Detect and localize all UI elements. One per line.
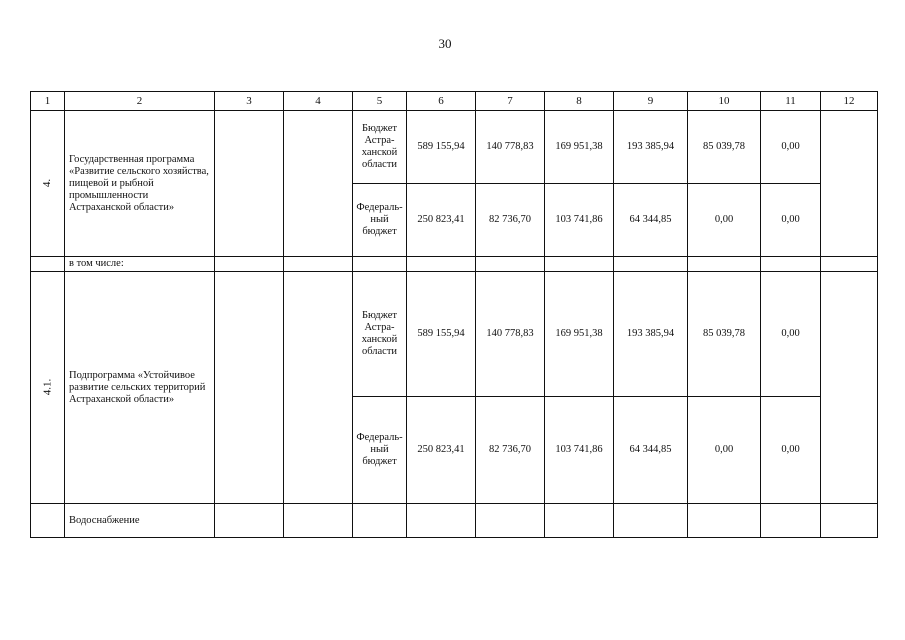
header-cell: 12 <box>821 92 878 111</box>
value-cell: 0,00 <box>688 397 761 504</box>
header-cell: 9 <box>614 92 688 111</box>
value-cell: 250 823,41 <box>407 184 476 257</box>
row-number: 4. <box>41 178 54 188</box>
empty-cell <box>688 257 761 272</box>
value-cell: 103 741,86 <box>545 184 614 257</box>
empty-cell <box>476 504 545 538</box>
header-cell: 10 <box>688 92 761 111</box>
row-number: 4.1. <box>41 378 54 396</box>
header-cell: 7 <box>476 92 545 111</box>
header-cell: 1 <box>31 92 65 111</box>
empty-cell <box>284 257 353 272</box>
value-cell: 193 385,94 <box>614 272 688 397</box>
program-name: Государственная программа «Развитие сельского хозяйства, пищевой и рыбной промышленности Астраханской области» <box>65 111 215 257</box>
value-cell: 169 951,38 <box>545 111 614 184</box>
value-cell: 140 778,83 <box>476 111 545 184</box>
header-cell: 3 <box>215 92 284 111</box>
value-cell: 82 736,70 <box>476 397 545 504</box>
value-cell: 82 736,70 <box>476 184 545 257</box>
table-header-row <box>31 92 878 111</box>
value-cell: 64 344,85 <box>614 397 688 504</box>
header-cell: 8 <box>545 92 614 111</box>
including-label: в том числе: <box>65 257 215 272</box>
empty-cell <box>545 504 614 538</box>
value-cell: 140 778,83 <box>476 272 545 397</box>
water-supply-label: Водоснабжение <box>65 504 215 538</box>
table-row <box>31 504 878 538</box>
value-cell: 85 039,78 <box>688 272 761 397</box>
funding-source: Федеральный бюджет <box>353 184 407 257</box>
empty-cell <box>688 504 761 538</box>
funding-source: Бюджет Астраханской области <box>353 272 407 397</box>
empty-cell <box>284 272 353 504</box>
empty-cell <box>545 257 614 272</box>
value-cell: 103 741,86 <box>545 397 614 504</box>
header-cell: 6 <box>407 92 476 111</box>
empty-cell <box>284 504 353 538</box>
empty-cell <box>284 111 353 257</box>
value-cell: 0,00 <box>761 397 821 504</box>
row-number-cell <box>31 111 65 257</box>
empty-cell <box>31 257 65 272</box>
value-cell: 64 344,85 <box>614 184 688 257</box>
header-cell: 2 <box>65 92 215 111</box>
empty-cell <box>215 257 284 272</box>
header-cell: 5 <box>353 92 407 111</box>
value-cell: 0,00 <box>761 184 821 257</box>
empty-cell <box>821 504 878 538</box>
empty-cell <box>821 111 878 257</box>
value-cell: 193 385,94 <box>614 111 688 184</box>
empty-cell <box>476 257 545 272</box>
value-cell: 169 951,38 <box>545 272 614 397</box>
empty-cell <box>761 257 821 272</box>
funding-source: Бюджет Астраханской области <box>353 111 407 184</box>
value-cell: 589 155,94 <box>407 111 476 184</box>
header-cell: 4 <box>284 92 353 111</box>
table-row <box>31 272 878 397</box>
empty-cell <box>31 504 65 538</box>
row-number-cell <box>31 272 65 504</box>
value-cell: 85 039,78 <box>688 111 761 184</box>
value-cell: 0,00 <box>688 184 761 257</box>
budget-table <box>30 91 878 538</box>
page-number: 30 <box>438 36 452 51</box>
empty-cell <box>353 504 407 538</box>
funding-source: Федеральный бюджет <box>353 397 407 504</box>
table-row <box>31 257 878 272</box>
empty-cell <box>215 111 284 257</box>
value-cell: 0,00 <box>761 272 821 397</box>
table-row <box>31 111 878 184</box>
empty-cell <box>821 257 878 272</box>
empty-cell <box>761 504 821 538</box>
header-cell: 11 <box>761 92 821 111</box>
subprogram-name: Подпрограмма «Устойчивое развитие сельских территорий Астраханской области» <box>65 272 215 504</box>
empty-cell <box>215 272 284 504</box>
value-cell: 250 823,41 <box>407 397 476 504</box>
empty-cell <box>614 504 688 538</box>
empty-cell <box>614 257 688 272</box>
empty-cell <box>353 257 407 272</box>
value-cell: 589 155,94 <box>407 272 476 397</box>
empty-cell <box>407 504 476 538</box>
empty-cell <box>215 504 284 538</box>
empty-cell <box>407 257 476 272</box>
value-cell: 0,00 <box>761 111 821 184</box>
empty-cell <box>821 272 878 504</box>
